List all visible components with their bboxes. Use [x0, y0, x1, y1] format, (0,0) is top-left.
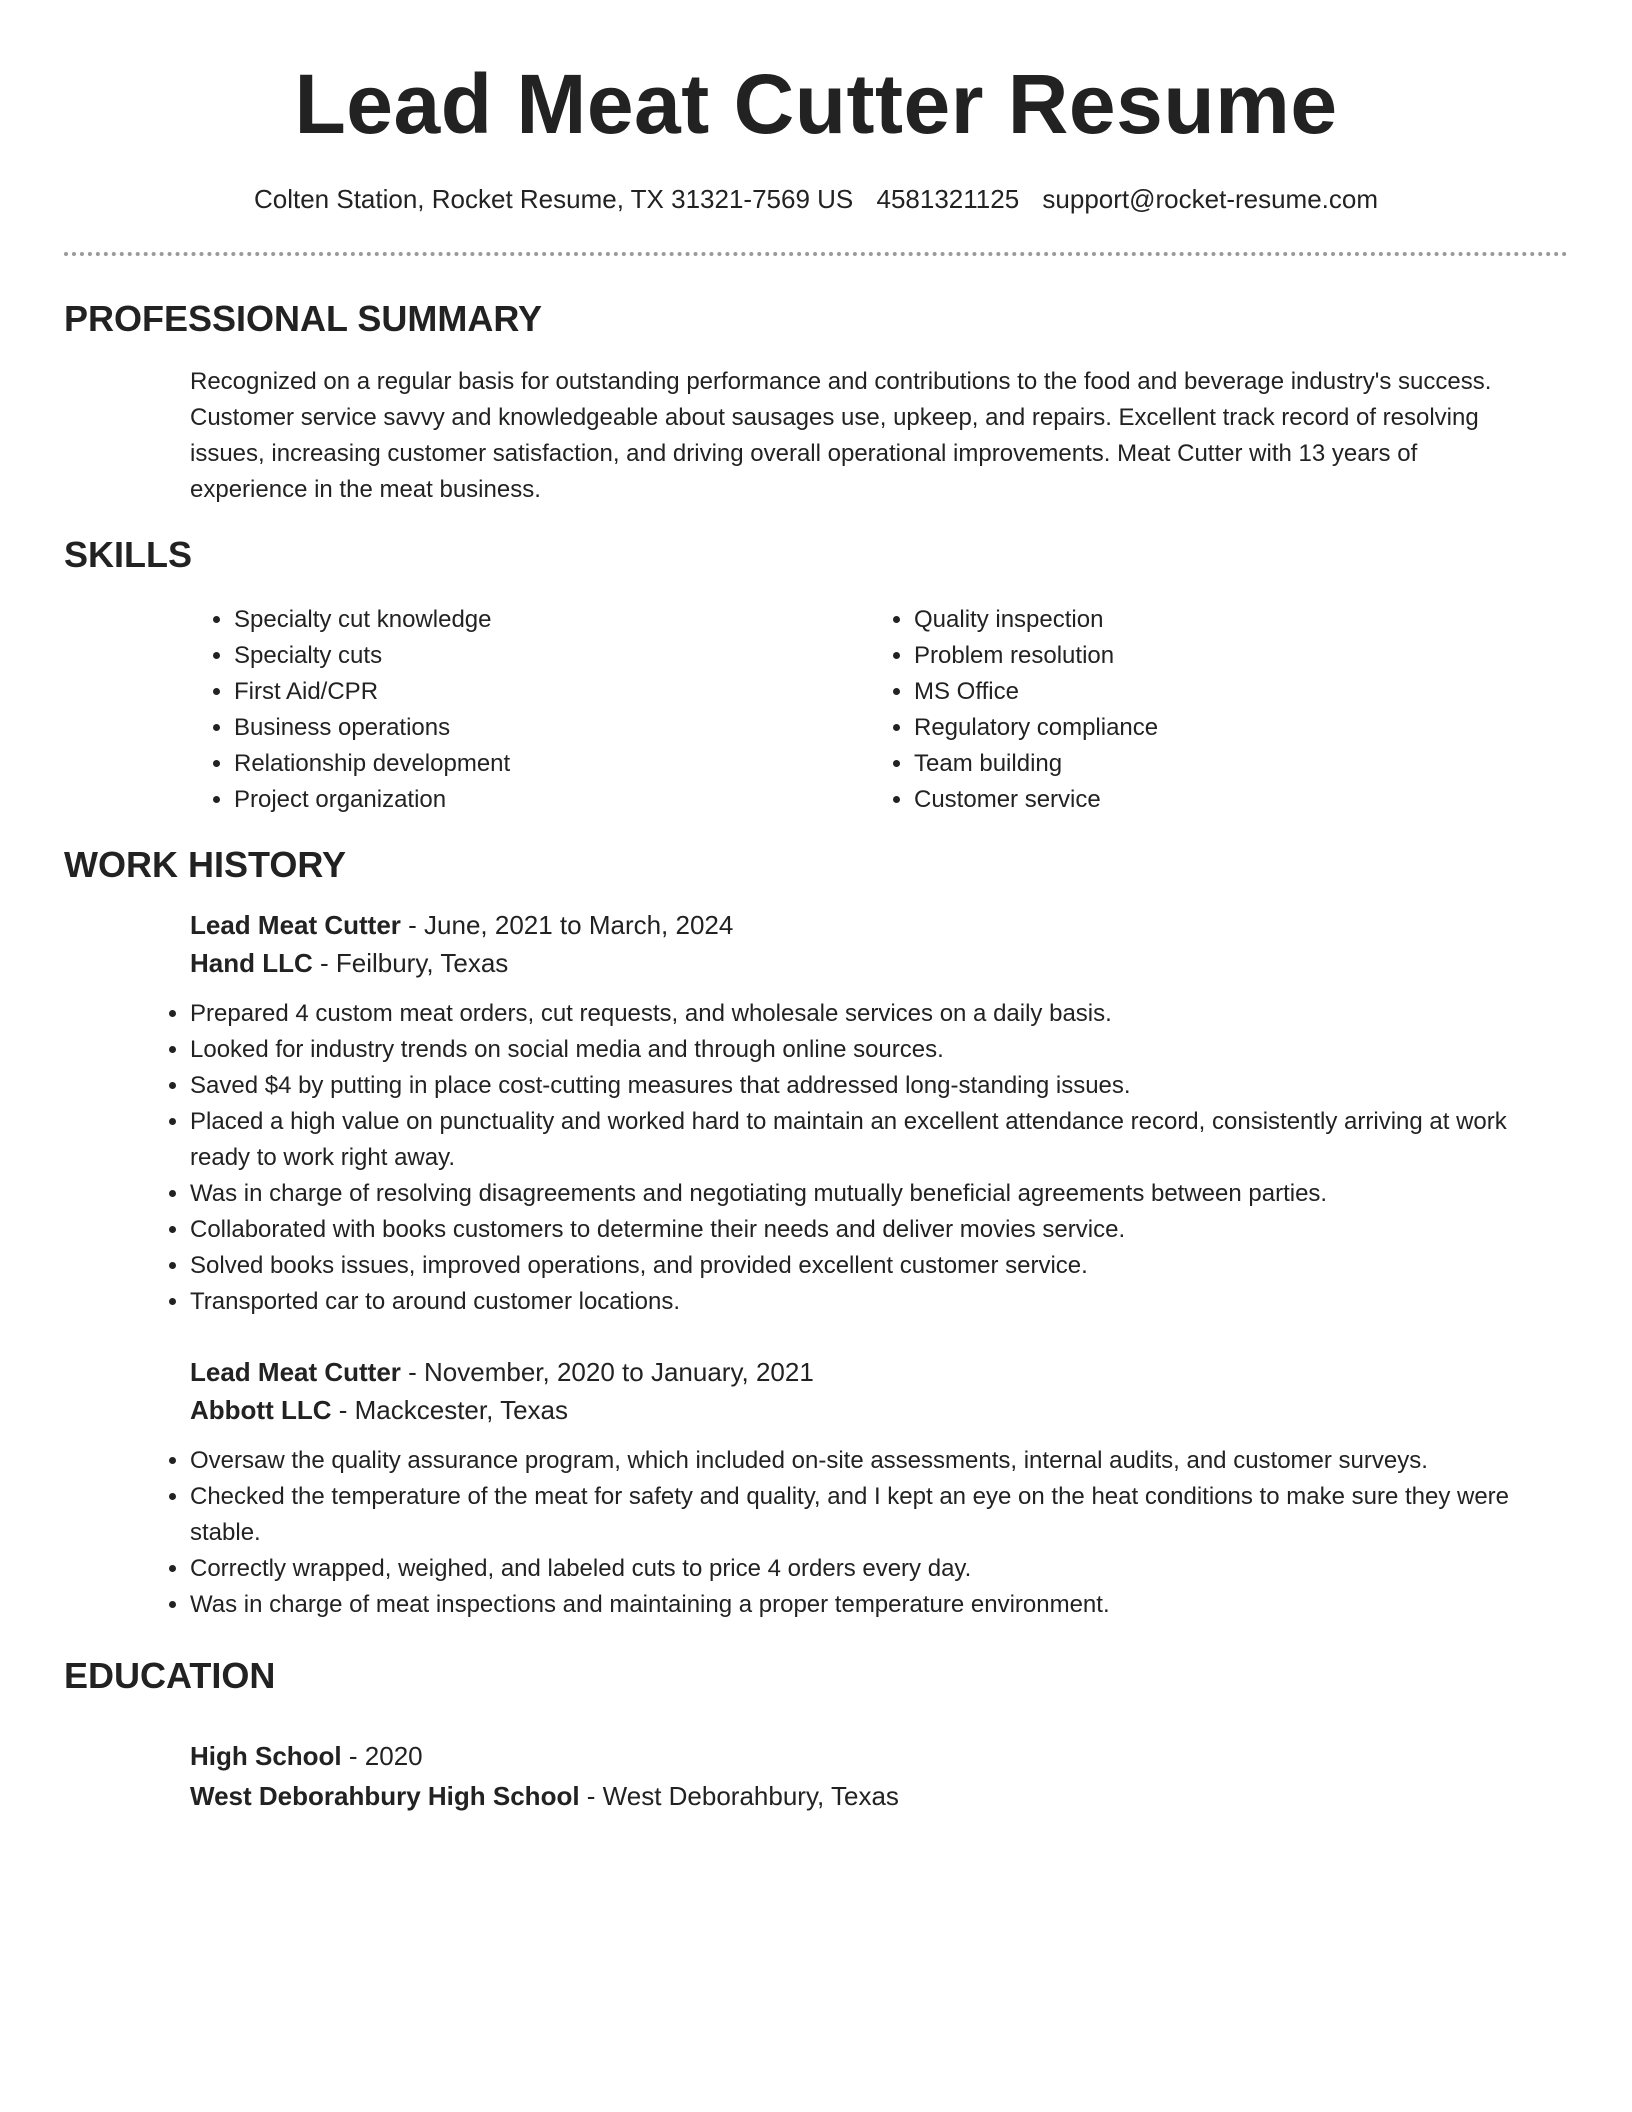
job-title-line	[190, 1353, 1570, 1391]
skill-item: • Problem resolution	[914, 638, 1550, 674]
summary-line: issues, increasing customer satisfaction, and driving overall operational improvements. Meat Cutter with 13 years of	[190, 440, 1418, 467]
job-entry	[190, 906, 1570, 1320]
job-duty: • Checked the temperature of the meat for safety and quality, and I kept an eye on the heat conditions to make sure they were stable.	[190, 1479, 1570, 1551]
job-dates: - November, 2020 to January, 2021	[400, 1357, 814, 1387]
job-title: Lead Meat Cutter	[190, 1357, 401, 1387]
job-duty: • Collaborated with books customers to determine their needs and deliver movies service.	[190, 1212, 1570, 1248]
job-duty: • Was in charge of meat inspections and maintaining a proper temperature environment.	[190, 1587, 1570, 1623]
skills-column-right	[870, 602, 1550, 818]
job-company-line	[190, 944, 1570, 982]
job-title-line	[190, 906, 1570, 944]
skill-item: • Quality inspection	[914, 602, 1550, 638]
summary-text	[190, 364, 1550, 508]
contact-phone: 4581321125	[876, 184, 1020, 214]
skills-list	[190, 602, 1550, 818]
education-school: West Deborahbury High School	[190, 1781, 580, 1811]
job-dates: - June, 2021 to March, 2024	[400, 910, 734, 940]
skill-item: • Specialty cuts	[234, 638, 870, 674]
job-duty: • Oversaw the quality assurance program, which included on-site assessments, internal audits, and customer surveys.	[190, 1443, 1570, 1479]
skill-item: • MS Office	[914, 674, 1550, 710]
education-location: - West Deborahbury, Texas	[579, 1781, 899, 1811]
job-company: Abbott LLC	[190, 1395, 332, 1425]
job-duty: • Was in charge of resolving disagreements and negotiating mutually beneficial agreements between parties.	[190, 1176, 1570, 1212]
skill-item: • Specialty cut knowledge	[234, 602, 870, 638]
job-location: - Mackcester, Texas	[331, 1395, 569, 1425]
education-degree-line	[190, 1736, 1550, 1776]
contact-email: support@rocket-resume.com	[1042, 184, 1379, 214]
skill-item: • Customer service	[914, 782, 1550, 818]
job-duty: • Placed a high value on punctuality and worked hard to maintain an excellent attendance record, consistently arriving at work ready to work right away.	[190, 1104, 1570, 1176]
job-title: Lead Meat Cutter	[190, 910, 401, 940]
education-school-line	[190, 1776, 1550, 1816]
summary-line: Customer service savvy and knowledgeable about sausages use, upkeep, and repairs. Excellent track record of resolving	[190, 404, 1479, 431]
education-year: - 2020	[341, 1741, 423, 1771]
summary-heading: PROFESSIONAL SUMMARY	[64, 298, 543, 339]
summary-line: experience in the meat business.	[190, 476, 541, 503]
work-history-heading: WORK HISTORY	[64, 844, 347, 885]
education-degree: High School	[190, 1741, 342, 1771]
job-duty: • Saved $4 by putting in place cost-cutting measures that addressed long-standing issues.	[190, 1068, 1570, 1104]
job-entry	[190, 1353, 1570, 1623]
skill-item: • Regulatory compliance	[914, 710, 1550, 746]
summary-line: Recognized on a regular basis for outstanding performance and contributions to the food and beverage industry's success.	[190, 368, 1492, 395]
skill-item: • Relationship development	[234, 746, 870, 782]
skill-item: • Business operations	[234, 710, 870, 746]
skill-item: • First Aid/CPR	[234, 674, 870, 710]
job-company-line	[190, 1391, 1570, 1429]
job-duty: • Prepared 4 custom meat orders, cut requests, and wholesale services on a daily basis.	[190, 996, 1570, 1032]
resume-title: Lead Meat Cutter Resume	[294, 57, 1338, 151]
skill-item: • Team building	[914, 746, 1550, 782]
job-duty: • Transported car to around customer locations.	[190, 1284, 1570, 1320]
job-company: Hand LLC	[190, 948, 313, 978]
skills-column-left	[190, 602, 870, 818]
job-duties	[146, 1443, 1570, 1623]
job-duties	[146, 996, 1570, 1320]
job-location: - Feilbury, Texas	[312, 948, 509, 978]
contact-address: Colten Station, Rocket Resume, TX 31321-7569 US	[253, 184, 854, 214]
job-duty: • Looked for industry trends on social media and through online sources.	[190, 1032, 1570, 1068]
contact-info	[0, 182, 1632, 216]
header-divider	[64, 252, 1568, 256]
job-duty: • Correctly wrapped, weighed, and labeled cuts to price 4 orders every day.	[190, 1551, 1570, 1587]
education-heading: EDUCATION	[64, 1655, 276, 1696]
skills-heading: SKILLS	[64, 534, 193, 575]
education-entry	[190, 1736, 1550, 1816]
skill-item: • Project organization	[234, 782, 870, 818]
job-duty: • Solved books issues, improved operations, and provided excellent customer service.	[190, 1248, 1570, 1284]
